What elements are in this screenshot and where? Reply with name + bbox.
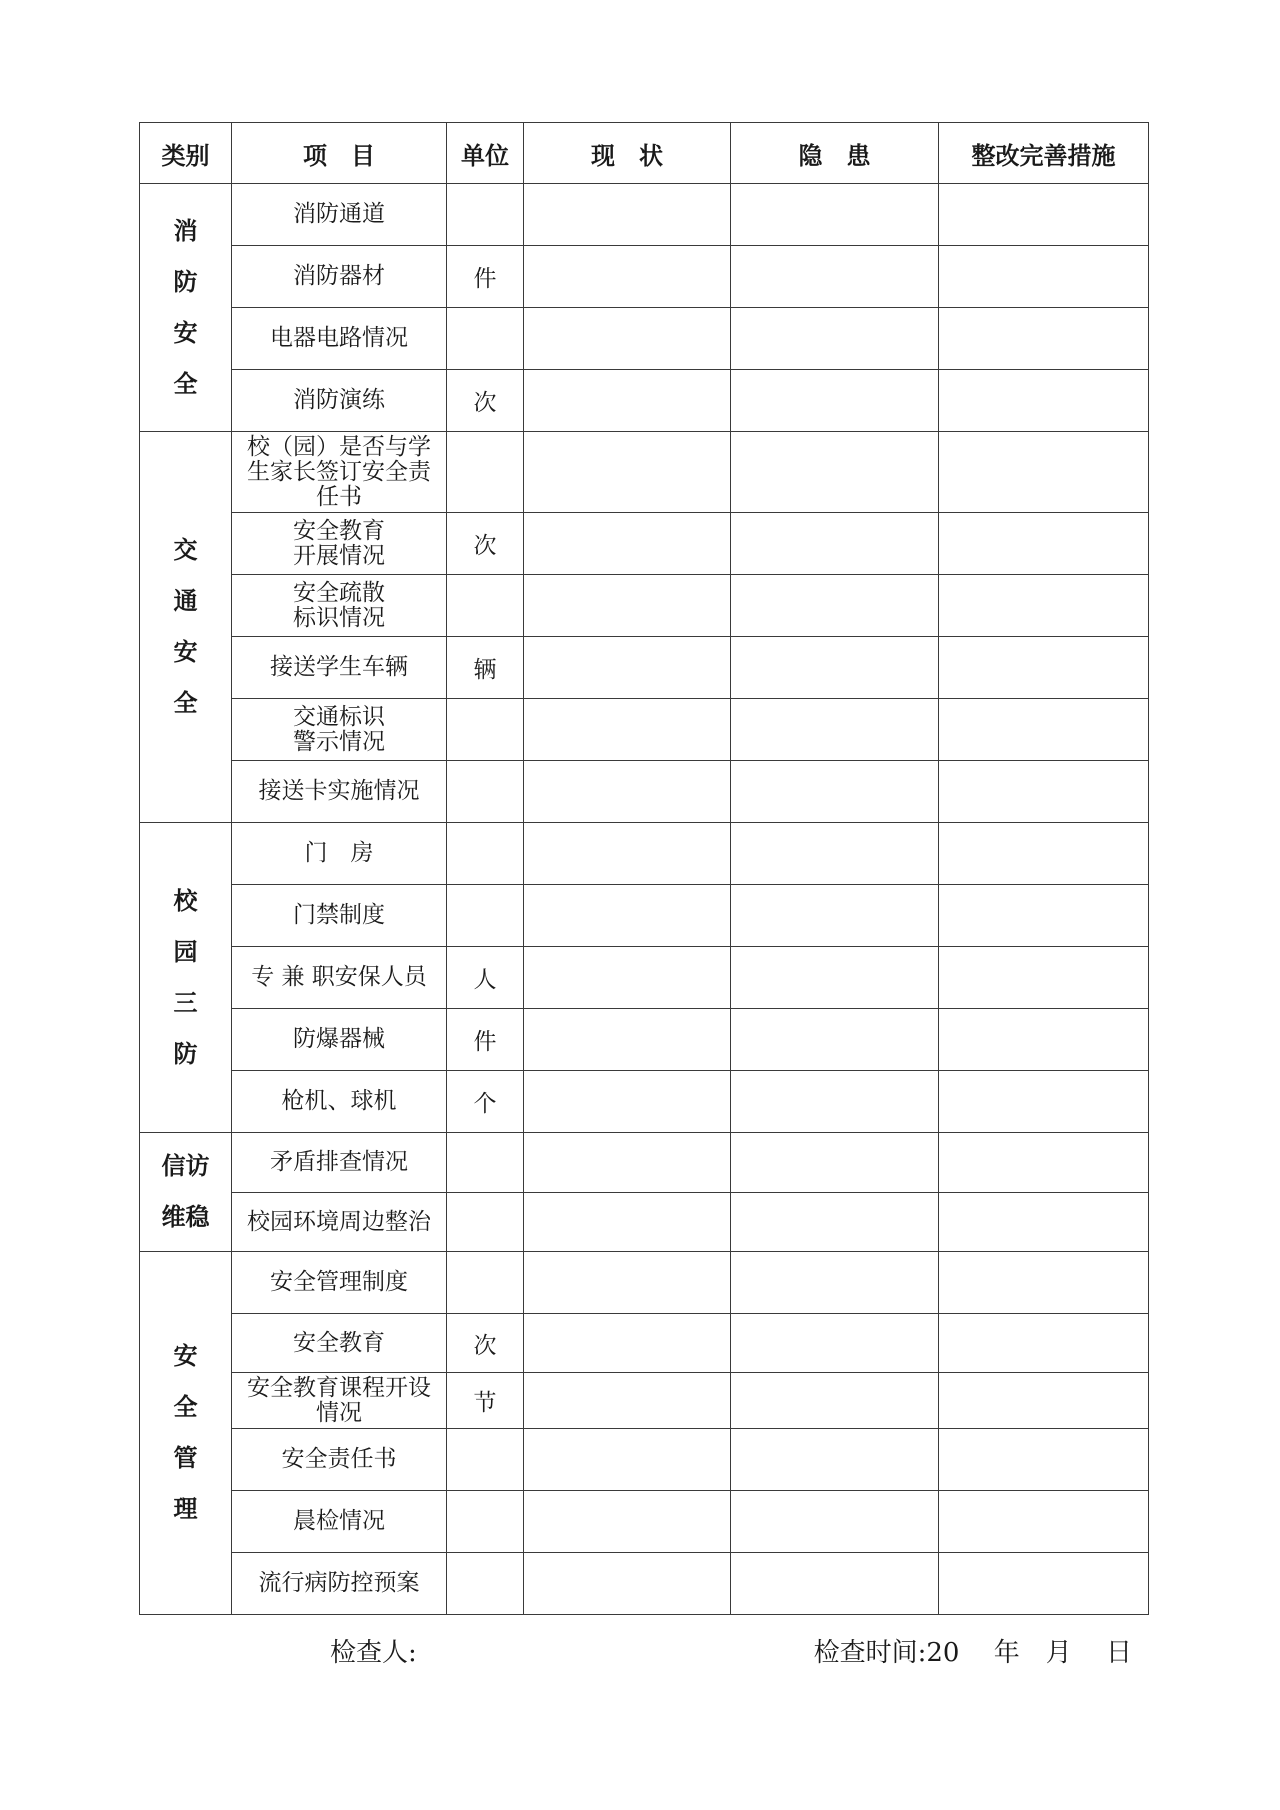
hazard-cell[interactable] bbox=[731, 513, 939, 575]
table-row bbox=[140, 246, 1149, 308]
unit-cell bbox=[447, 885, 524, 947]
table-row bbox=[140, 1009, 1149, 1071]
unit-cell: 次 bbox=[447, 513, 524, 575]
table-row bbox=[140, 1553, 1149, 1615]
unit-cell: 件 bbox=[447, 1009, 524, 1071]
hazard-cell[interactable] bbox=[731, 1314, 939, 1373]
measures-cell[interactable] bbox=[939, 246, 1149, 308]
header-unit: 单位 bbox=[447, 123, 524, 184]
item-cell: 安全责任书 bbox=[232, 1429, 447, 1491]
table-row bbox=[140, 637, 1149, 699]
category-label: 安全管理 bbox=[173, 1342, 198, 1523]
status-cell[interactable] bbox=[524, 513, 731, 575]
item-cell: 校园环境周边整治 bbox=[232, 1193, 447, 1252]
hazard-cell[interactable] bbox=[731, 885, 939, 947]
measures-cell[interactable] bbox=[939, 513, 1149, 575]
table-row bbox=[140, 1193, 1149, 1252]
item-cell: 安全管理制度 bbox=[232, 1252, 447, 1314]
unit-cell: 人 bbox=[447, 947, 524, 1009]
measures-cell[interactable] bbox=[939, 761, 1149, 823]
status-cell[interactable] bbox=[524, 1553, 731, 1615]
item-cell: 校（园）是否与学生家长签订安全责任书 bbox=[232, 432, 447, 513]
table-row bbox=[140, 1314, 1149, 1373]
item-cell: 安全疏散标识情况 bbox=[232, 575, 447, 637]
hazard-cell[interactable] bbox=[731, 432, 939, 513]
measures-cell[interactable] bbox=[939, 1193, 1149, 1252]
header-category: 类别 bbox=[140, 123, 232, 184]
status-cell[interactable] bbox=[524, 1491, 731, 1553]
table-row bbox=[140, 184, 1149, 246]
item-cell: 接送卡实施情况 bbox=[232, 761, 447, 823]
unit-cell: 个 bbox=[447, 1071, 524, 1133]
unit-cell bbox=[447, 1429, 524, 1491]
unit-cell bbox=[447, 761, 524, 823]
table-row bbox=[140, 370, 1149, 432]
hazard-cell[interactable] bbox=[731, 637, 939, 699]
table-row bbox=[140, 575, 1149, 637]
item-cell: 门禁制度 bbox=[232, 885, 447, 947]
table-row bbox=[140, 1491, 1149, 1553]
hazard-cell[interactable] bbox=[731, 1193, 939, 1252]
status-cell[interactable] bbox=[524, 1133, 731, 1193]
hazard-cell[interactable] bbox=[731, 308, 939, 370]
measures-cell[interactable] bbox=[939, 1314, 1149, 1373]
table-row bbox=[140, 761, 1149, 823]
table-row bbox=[140, 513, 1149, 575]
unit-cell bbox=[447, 1491, 524, 1553]
unit-cell: 次 bbox=[447, 370, 524, 432]
category-label: 消防安全 bbox=[173, 216, 198, 398]
status-cell[interactable] bbox=[524, 637, 731, 699]
measures-cell[interactable] bbox=[939, 1133, 1149, 1193]
header-hazard: 隐 患 bbox=[731, 123, 939, 184]
table-row bbox=[140, 947, 1149, 1009]
unit-cell bbox=[447, 823, 524, 885]
measures-cell[interactable] bbox=[939, 432, 1149, 513]
table-row bbox=[140, 1373, 1149, 1429]
measures-cell[interactable] bbox=[939, 1553, 1149, 1615]
hazard-cell[interactable] bbox=[731, 1133, 939, 1193]
status-cell[interactable] bbox=[524, 1373, 731, 1429]
unit-cell bbox=[447, 699, 524, 761]
measures-cell[interactable] bbox=[939, 575, 1149, 637]
status-cell[interactable] bbox=[524, 761, 731, 823]
status-cell[interactable] bbox=[524, 184, 731, 246]
hazard-cell[interactable] bbox=[731, 1373, 939, 1429]
measures-cell[interactable] bbox=[939, 947, 1149, 1009]
status-cell[interactable] bbox=[524, 246, 731, 308]
item-cell: 交通标识警示情况 bbox=[232, 699, 447, 761]
unit-cell: 节 bbox=[447, 1373, 524, 1429]
status-cell[interactable] bbox=[524, 1429, 731, 1491]
table-row bbox=[140, 885, 1149, 947]
measures-cell[interactable] bbox=[939, 184, 1149, 246]
header-row bbox=[140, 123, 1149, 184]
item-cell: 电器电路情况 bbox=[232, 308, 447, 370]
status-cell[interactable] bbox=[524, 947, 731, 1009]
category-cell-petition-stability bbox=[140, 1133, 232, 1252]
category-cell-safety-management bbox=[140, 1252, 232, 1615]
table-row bbox=[140, 823, 1149, 885]
table-row bbox=[140, 1429, 1149, 1491]
table-row bbox=[140, 308, 1149, 370]
measures-cell[interactable] bbox=[939, 637, 1149, 699]
inspection-table bbox=[139, 122, 1149, 1615]
hazard-cell[interactable] bbox=[731, 1009, 939, 1071]
measures-cell[interactable] bbox=[939, 308, 1149, 370]
status-cell[interactable] bbox=[524, 432, 731, 513]
item-cell: 矛盾排查情况 bbox=[232, 1133, 447, 1193]
hazard-cell[interactable] bbox=[731, 761, 939, 823]
item-cell: 专 兼 职安保人员 bbox=[232, 947, 447, 1009]
item-cell: 安全教育开展情况 bbox=[232, 513, 447, 575]
measures-cell[interactable] bbox=[939, 885, 1149, 947]
category-cell-campus-defense bbox=[140, 823, 232, 1133]
inspection-date-label: 检查时间:20 年 月 日 bbox=[813, 1638, 1132, 1668]
unit-cell bbox=[447, 1193, 524, 1252]
category-label: 交通安全 bbox=[173, 536, 198, 717]
status-cell[interactable] bbox=[524, 885, 731, 947]
category-cell-traffic-safety bbox=[140, 432, 232, 823]
header-status: 现 状 bbox=[524, 123, 731, 184]
status-cell[interactable] bbox=[524, 575, 731, 637]
item-cell: 接送学生车辆 bbox=[232, 637, 447, 699]
table-row bbox=[140, 1133, 1149, 1193]
unit-cell: 辆 bbox=[447, 637, 524, 699]
hazard-cell[interactable] bbox=[731, 823, 939, 885]
hazard-cell[interactable] bbox=[731, 1071, 939, 1133]
status-cell[interactable] bbox=[524, 823, 731, 885]
table-row bbox=[140, 432, 1149, 513]
status-cell[interactable] bbox=[524, 308, 731, 370]
status-cell[interactable] bbox=[524, 370, 731, 432]
hazard-cell[interactable] bbox=[731, 1491, 939, 1553]
measures-cell[interactable] bbox=[939, 1071, 1149, 1133]
status-cell[interactable] bbox=[524, 1071, 731, 1133]
measures-cell[interactable] bbox=[939, 699, 1149, 761]
table-row bbox=[140, 699, 1149, 761]
unit-cell: 次 bbox=[447, 1314, 524, 1373]
status-cell[interactable] bbox=[524, 1252, 731, 1314]
unit-cell bbox=[447, 432, 524, 513]
item-cell: 安全教育 bbox=[232, 1314, 447, 1373]
item-cell: 消防演练 bbox=[232, 370, 447, 432]
measures-cell[interactable] bbox=[939, 1429, 1149, 1491]
item-cell: 消防器材 bbox=[232, 246, 447, 308]
measures-cell[interactable] bbox=[939, 1009, 1149, 1071]
hazard-cell[interactable] bbox=[731, 575, 939, 637]
header-measures: 整改完善措施 bbox=[939, 123, 1149, 184]
category-cell-fire-safety bbox=[140, 184, 232, 432]
item-cell: 枪机、球机 bbox=[232, 1071, 447, 1133]
unit-cell bbox=[447, 184, 524, 246]
item-cell: 防爆器械 bbox=[232, 1009, 447, 1071]
item-cell: 安全教育课程开设情况 bbox=[232, 1373, 447, 1429]
measures-cell[interactable] bbox=[939, 370, 1149, 432]
measures-cell[interactable] bbox=[939, 823, 1149, 885]
header-item: 项 目 bbox=[232, 123, 447, 184]
item-cell: 门 房 bbox=[232, 823, 447, 885]
hazard-cell[interactable] bbox=[731, 947, 939, 1009]
unit-cell bbox=[447, 575, 524, 637]
status-cell[interactable] bbox=[524, 1009, 731, 1071]
status-cell[interactable] bbox=[524, 1314, 731, 1373]
item-cell: 晨检情况 bbox=[232, 1491, 447, 1553]
item-cell: 流行病防控预案 bbox=[232, 1553, 447, 1615]
hazard-cell[interactable] bbox=[731, 699, 939, 761]
unit-cell: 件 bbox=[447, 246, 524, 308]
table-body bbox=[140, 184, 1149, 1615]
measures-cell[interactable] bbox=[939, 1491, 1149, 1553]
item-cell: 消防通道 bbox=[232, 184, 447, 246]
table-row bbox=[140, 1071, 1149, 1133]
hazard-cell[interactable] bbox=[731, 370, 939, 432]
hazard-cell[interactable] bbox=[731, 246, 939, 308]
category-label: 校园三防 bbox=[173, 886, 198, 1068]
inspector-label: 检查人: bbox=[330, 1638, 417, 1668]
unit-cell bbox=[447, 1133, 524, 1193]
unit-cell bbox=[447, 308, 524, 370]
hazard-cell[interactable] bbox=[731, 1429, 939, 1491]
measures-cell[interactable] bbox=[939, 1252, 1149, 1314]
unit-cell bbox=[447, 1252, 524, 1314]
unit-cell bbox=[447, 1553, 524, 1615]
hazard-cell[interactable] bbox=[731, 1553, 939, 1615]
hazard-cell[interactable] bbox=[731, 184, 939, 246]
hazard-cell[interactable] bbox=[731, 1252, 939, 1314]
table-row bbox=[140, 1252, 1149, 1314]
status-cell[interactable] bbox=[524, 699, 731, 761]
measures-cell[interactable] bbox=[939, 1373, 1149, 1429]
category-label: 信访维稳 bbox=[161, 1152, 210, 1231]
status-cell[interactable] bbox=[524, 1193, 731, 1252]
